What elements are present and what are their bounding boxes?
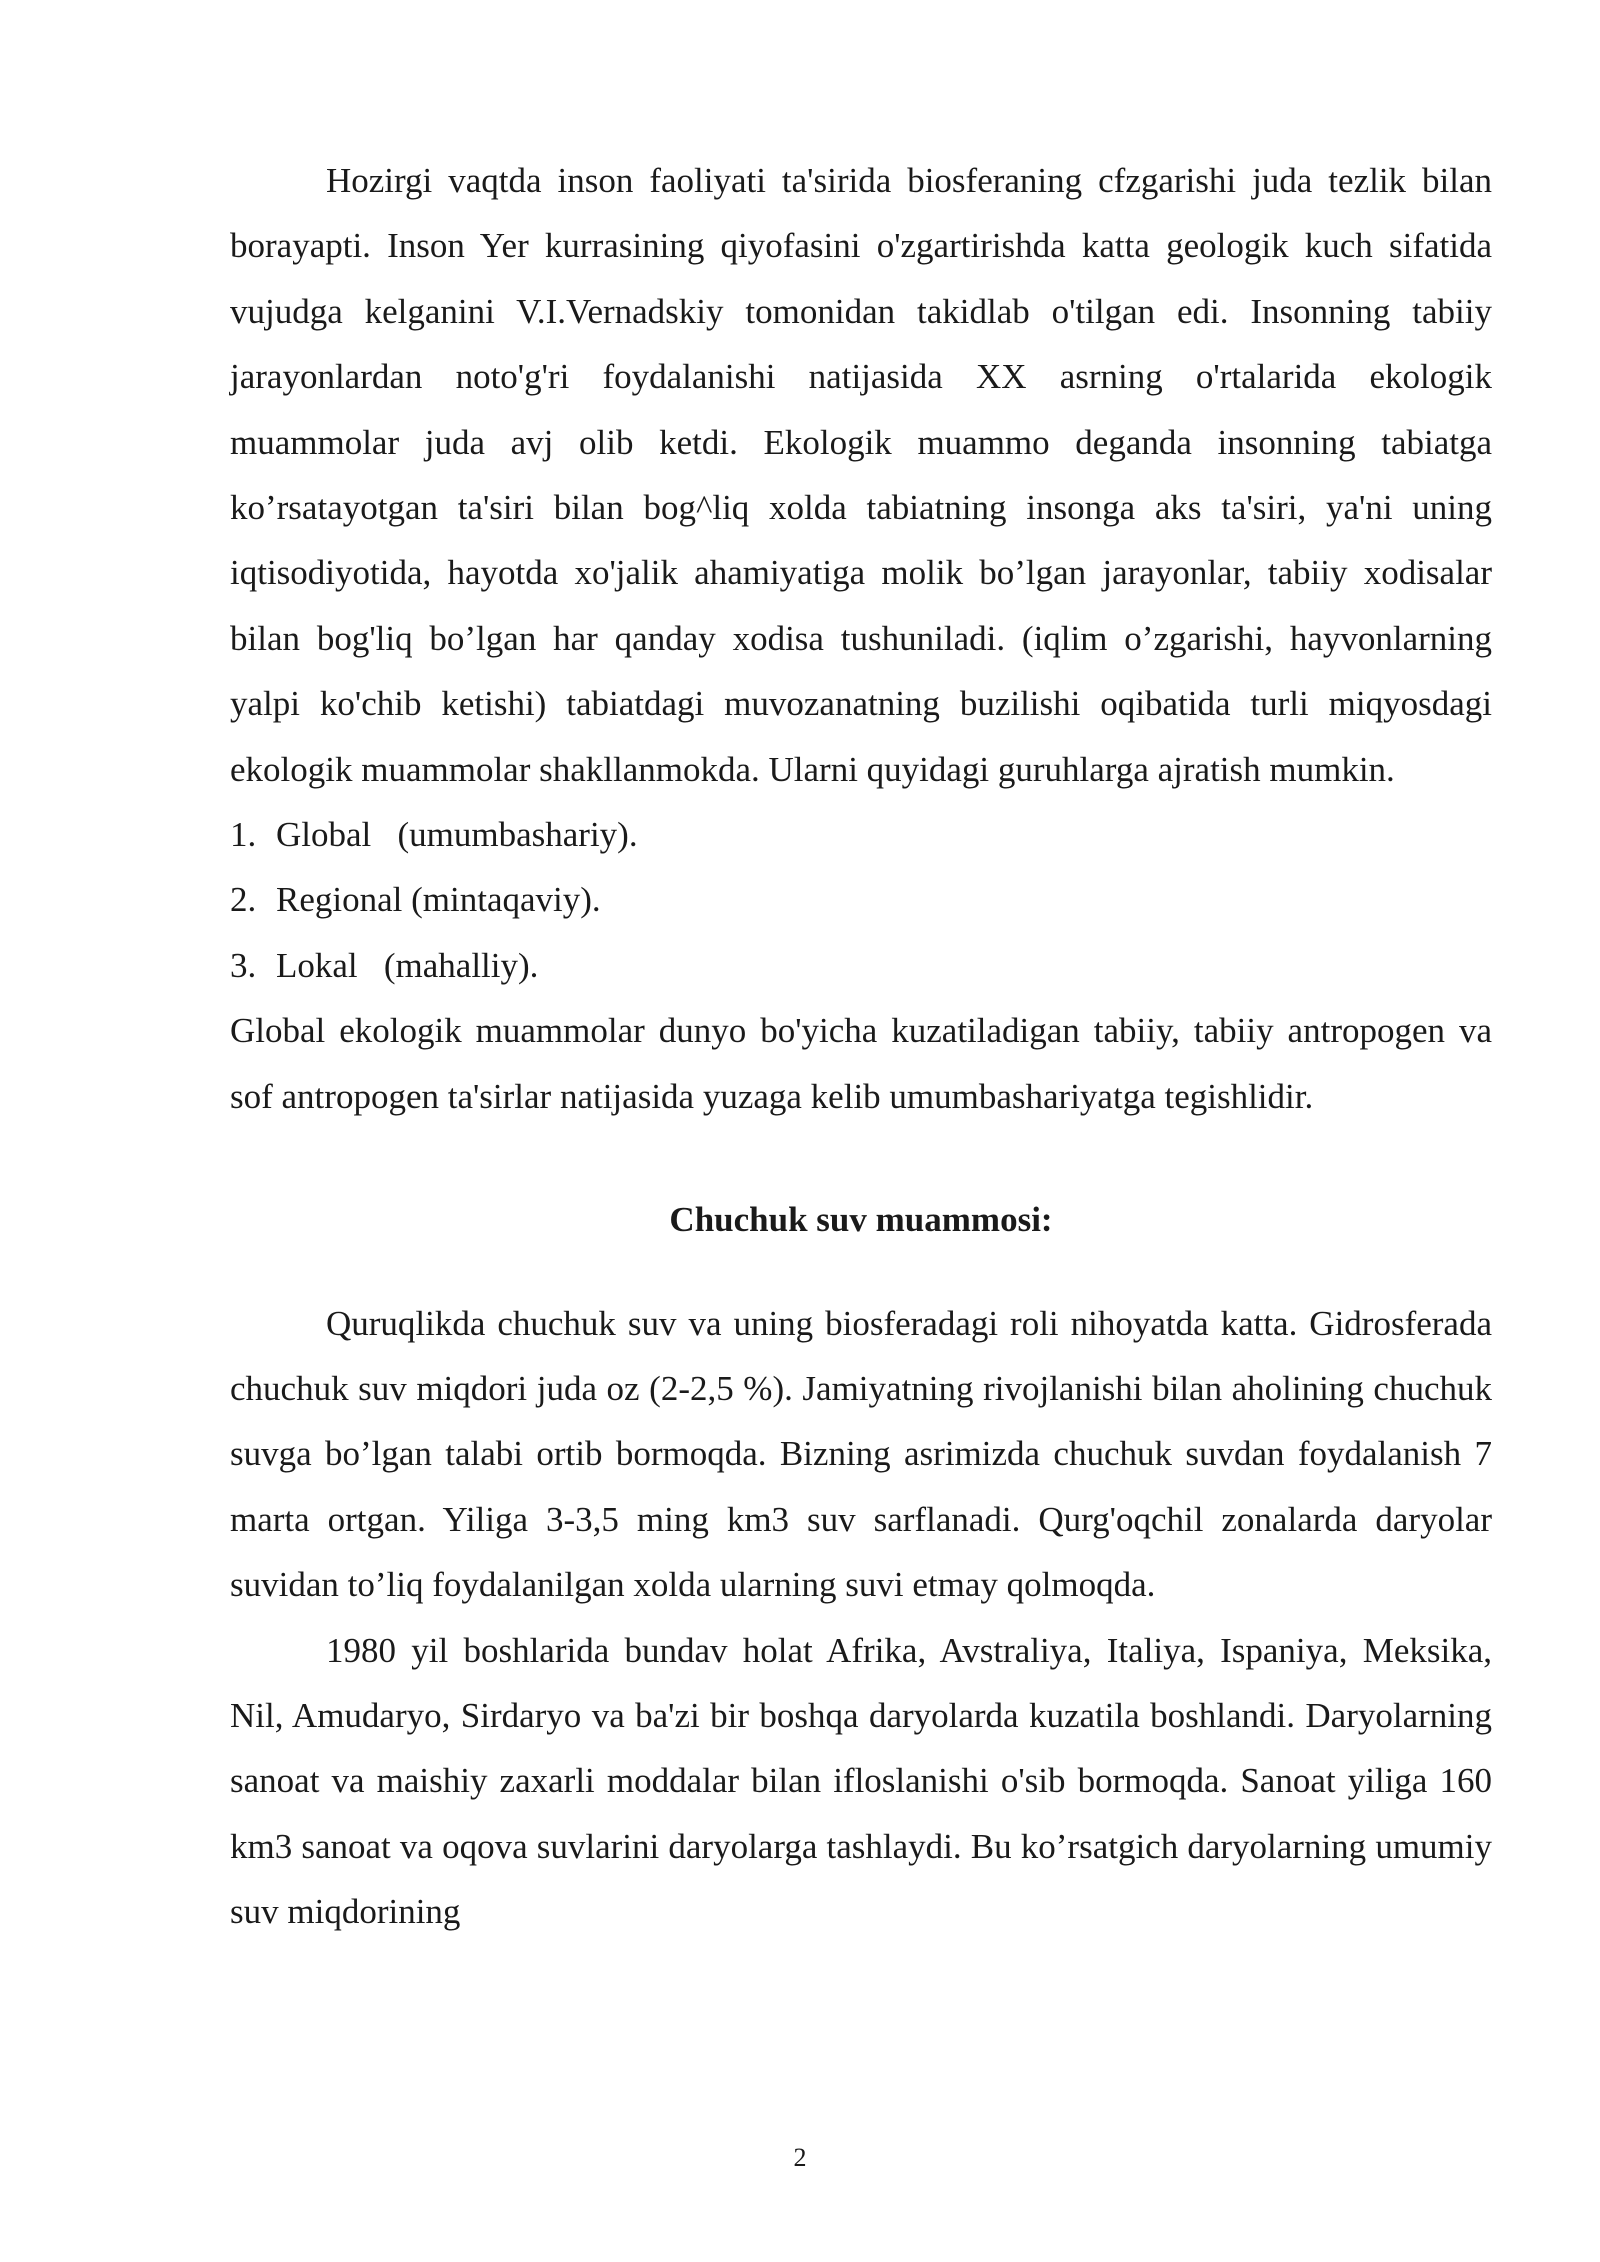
list-item-number: 2. — [230, 880, 257, 920]
list-item — [230, 933, 1492, 998]
paragraph-rivers: 1980 yil boshlarida bundav holat Afrika, Avstraliya, Italiya, Ispaniya, Meksika, Nil, Amudaryo, Sirdaryo va ba'zi bir boshqa daryolarda kuzatila boshlandi. Daryolarning sanoat va maishiy zaxarli moddalar bilan ifloslanishi o'sib bormoqda. Sanoat yiliga 160 km3 sanoat va oqova suvlarini daryolarga tashlaydi. Bu ko’rsatgich daryolarning umumiy suv miqdorining — [230, 1630, 1492, 1932]
document-page — [230, 148, 1492, 1945]
paragraph-global: Global ekologik muammolar dunyo bo'yicha kuzatiladigan tabiiy, tabiiy antropogen va sof antropogen ta'sirlar natijasida yuzaga kelib umumbashariyatga tegishlidir. — [230, 1011, 1492, 1116]
category-list — [230, 802, 1492, 998]
list-item-number: 1. — [230, 815, 257, 855]
list-item — [230, 867, 1492, 932]
list-item-number: 3. — [230, 945, 257, 985]
list-item-text: Regional (mintaqaviy). — [276, 880, 601, 920]
list-item — [230, 802, 1492, 867]
section-heading: Chuchuk suv muammosi: — [669, 1200, 1053, 1240]
list-item-text: Lokal (mahalliy). — [276, 945, 539, 985]
list-item-text: Global (umumbashariy). — [276, 815, 638, 855]
page-number: 2 — [793, 2143, 807, 2172]
paragraph-intro: Hozirgi vaqtda inson faoliyati ta'sirida biosferaning cfzgarishi juda tezlik bilan borayapti. Inson Yer kurrasining qiyofasini o'zgartirishda katta geologik kuch sifatida vujudga kelganini V.I.Vernadskiy tomonidan takidlab o'tilgan edi. Insonning tabiiy jarayonlardan noto'g'ri foydalanishi natijasida XX asrning o'rtalarida ekologik muammolar juda avj olib ketdi. Ekologik muammo deganda insonning tabiatga ko’rsatayotgan ta'siri bilan bog^liq xolda tabiatning insonga aks ta'siri, ya'ni uning iqtisodiyotida, hayotda xo'jalik ahamiyatiga molik bo’lgan jarayonlar, tabiiy xodisalar bilan bog'liq bo’lgan har qanday xodisa tushuniladi. (iqlim o’zgarishi, hayvonlarning yalpi ko'chib ketishi) tabiatdagi muvozanatning buzilishi oqibatida turli miqyosdagi ekologik muammolar shakllanmokda. Ularni quyidagi guruhlarga ajratish mumkin. — [230, 161, 1492, 789]
paragraph-fresh-water: Quruqlikda chuchuk suv va uning biosferadagi roli nihoyatda katta. Gidrosferada chuchuk suv miqdori juda oz (2-2,5 %). Jamiyatning rivojlanishi bilan aholining chuchuk suvga bo’lgan talabi ortib bormoqda. Bizning asrimizda chuchuk suvdan foydalanish 7 marta ortgan. Yiliga 3-3,5 ming km3 suv sarflanadi. Qurg'oqchil zonalarda daryolar suvidan to’liq foydalanilgan xolda ularning suvi etmay qolmoqda. — [230, 1303, 1492, 1605]
